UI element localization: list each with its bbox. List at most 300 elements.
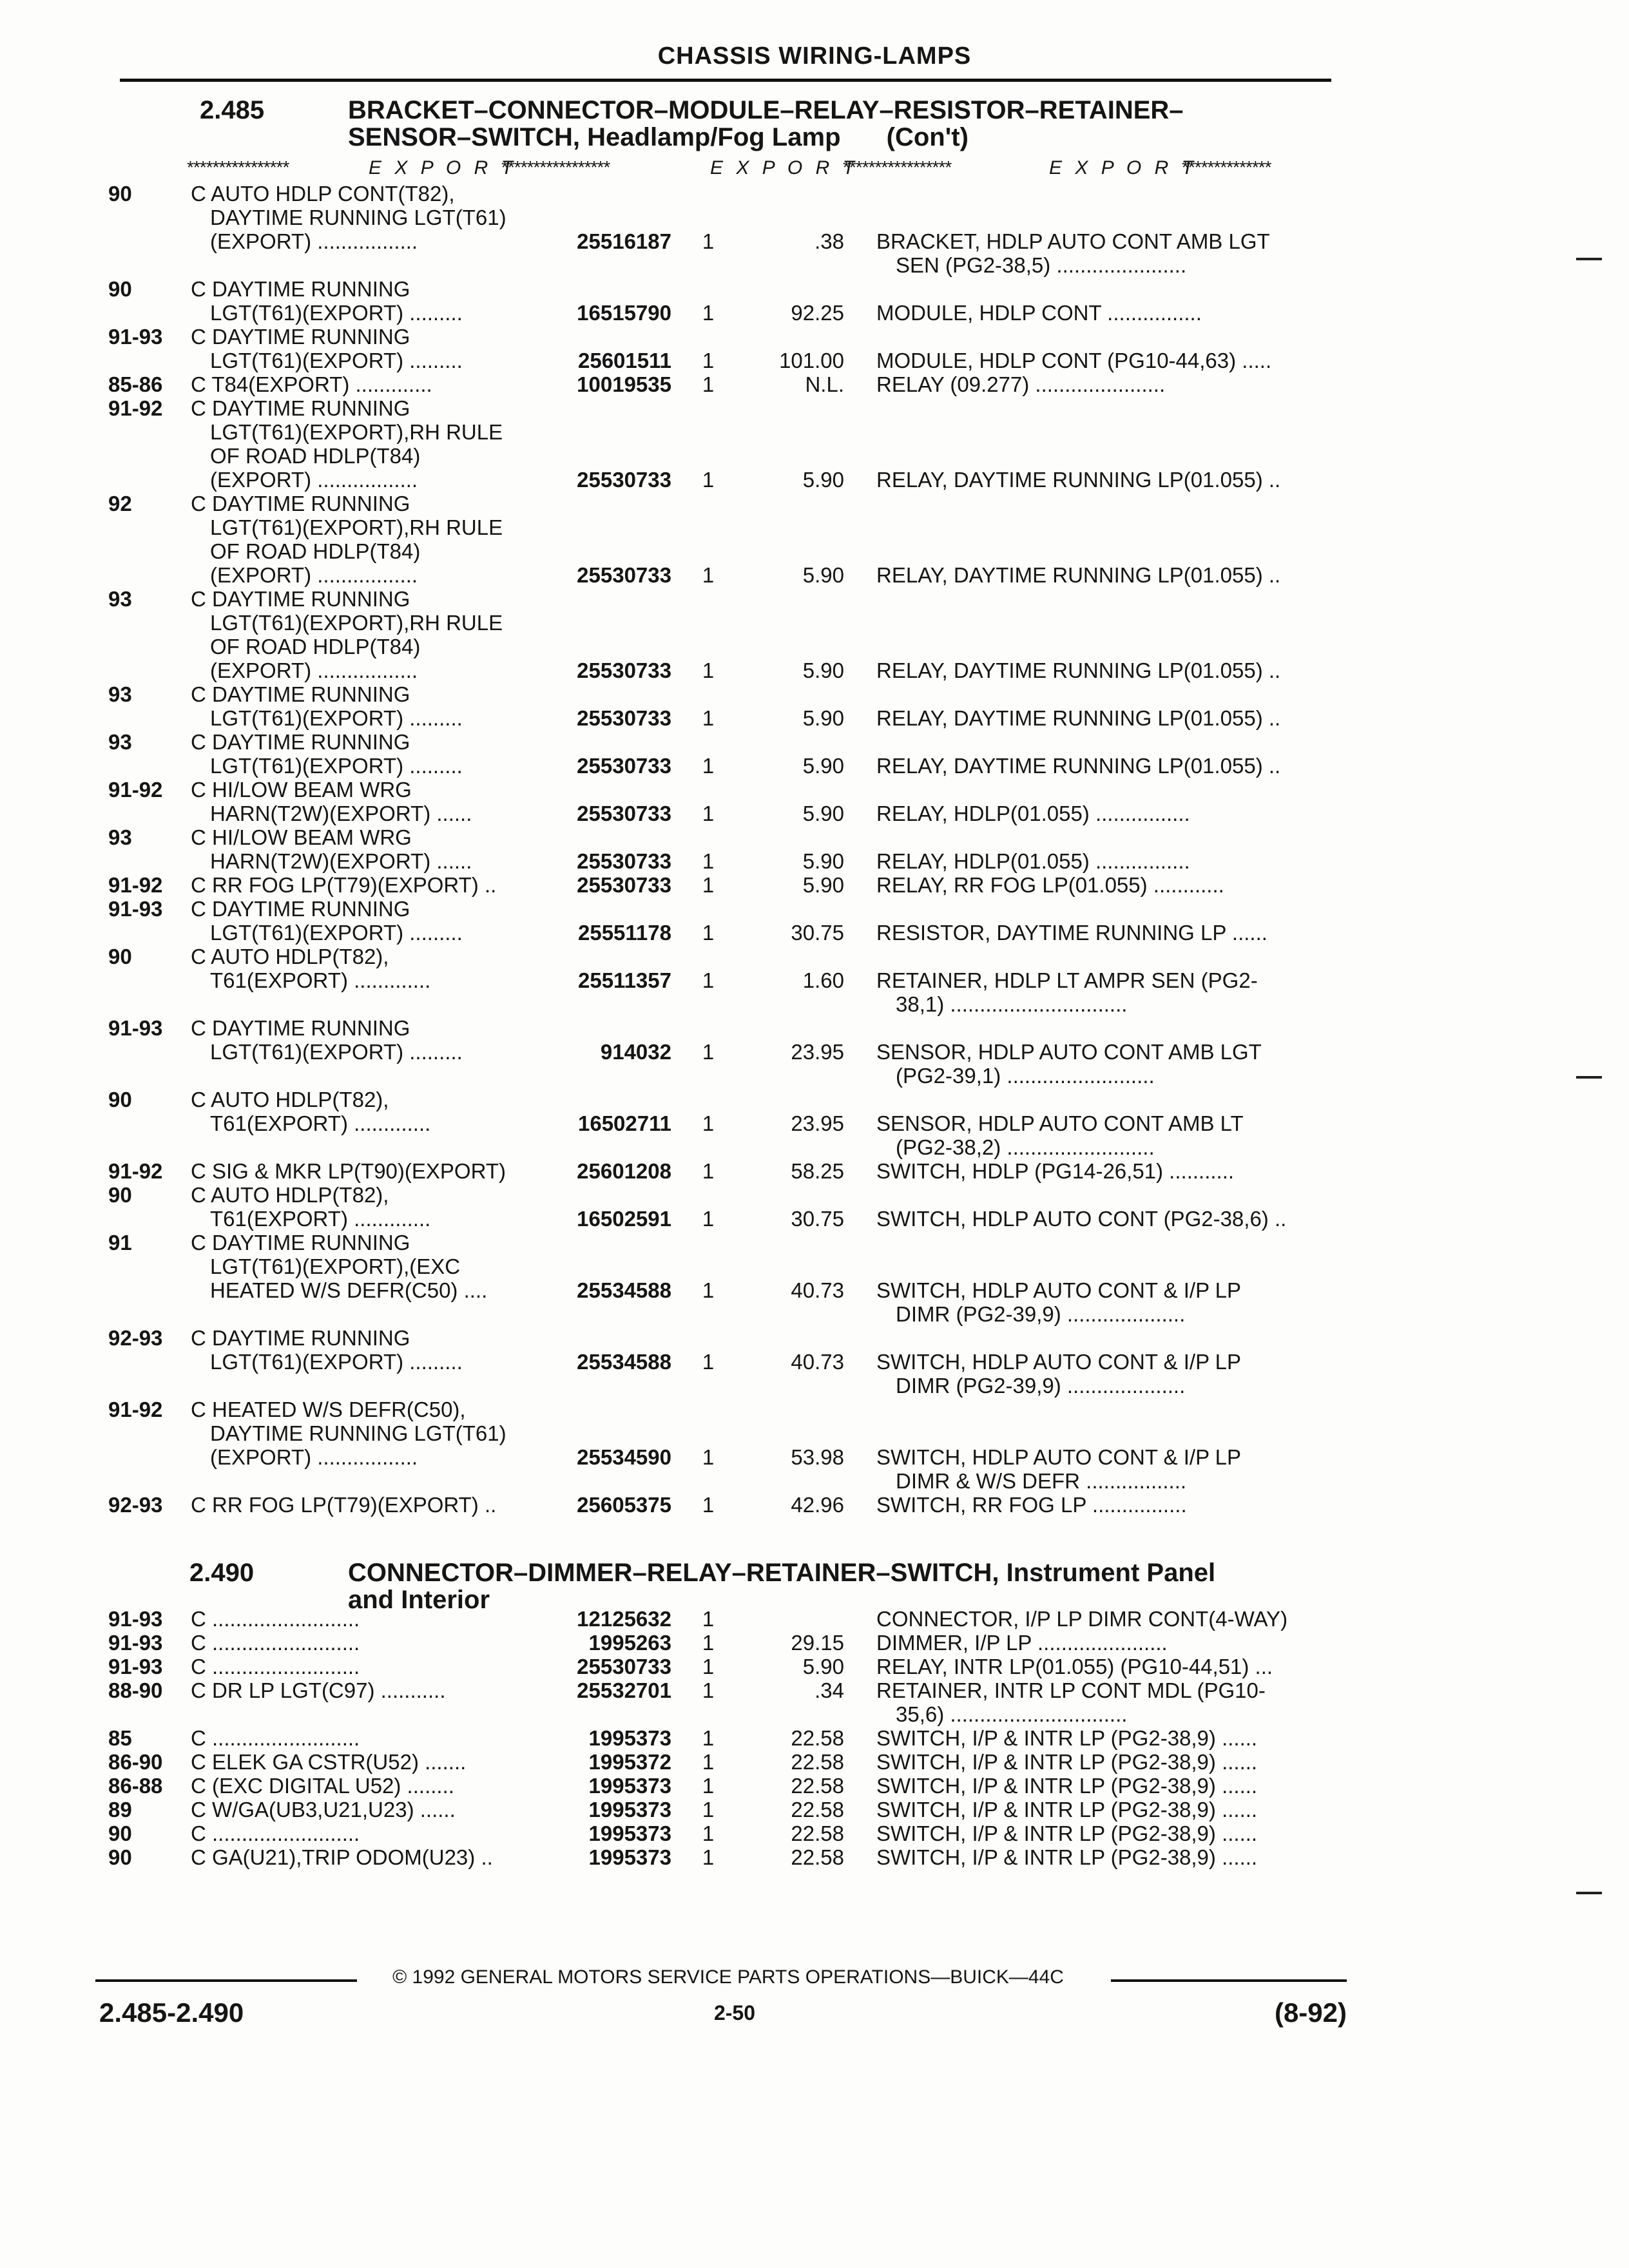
- part-name-line: SWITCH, I/P & INTR LP (PG2-38,9) ......: [876, 1726, 1258, 1750]
- usage-description: [191, 825, 552, 873]
- part-name: [876, 1111, 1340, 1159]
- usage-line: C DAYTIME RUNNING: [191, 492, 410, 515]
- quantity: 1: [702, 301, 715, 325]
- part-name-line: RELAY, HDLP(01.055) ................: [876, 849, 1190, 873]
- part-name: [876, 1750, 1340, 1774]
- part-name: [876, 301, 1340, 325]
- part-name: [876, 468, 1340, 492]
- model-years: 91: [108, 1231, 132, 1254]
- usage-line: OF ROAD HDLP(T84): [210, 444, 421, 468]
- table-row: [0, 325, 1629, 372]
- usage-line: C .........................: [191, 1821, 360, 1845]
- usage-line: C AUTO HDLP CONT(T82),: [191, 182, 455, 206]
- margin-mark: [1576, 1892, 1602, 1894]
- usage-line: C DAYTIME RUNNING: [191, 277, 410, 301]
- part-name: [876, 1207, 1340, 1231]
- part-number: 10019535: [577, 372, 671, 396]
- part-number: 12125632: [577, 1607, 671, 1631]
- section-heading-contd: (Con't): [886, 123, 969, 151]
- usage-description: [191, 1231, 552, 1302]
- part-name-line: MODULE, HDLP CONT ................: [876, 301, 1202, 325]
- quantity: 1: [702, 754, 715, 778]
- quantity: 1: [702, 1845, 715, 1869]
- usage-line: C AUTO HDLP(T82),: [191, 1088, 389, 1111]
- table-row: [0, 1231, 1629, 1326]
- table-row: [0, 682, 1629, 730]
- part-name-line: SEN (PG2-38,5) ......................: [896, 253, 1187, 277]
- section-number: 2.485: [200, 96, 265, 124]
- table-row: [0, 1821, 1629, 1845]
- part-number: 25534590: [577, 1445, 671, 1469]
- part-name: [876, 1774, 1340, 1798]
- footer-rule-right: [1111, 1979, 1347, 1982]
- part-name: [876, 706, 1340, 730]
- part-name-line: BRACKET, HDLP AUTO CONT AMB LGT: [876, 229, 1270, 253]
- usage-line: T61(EXPORT) .............: [210, 1207, 431, 1231]
- quantity: 1: [702, 706, 715, 730]
- usage-line: C T84(EXPORT) .............: [191, 372, 432, 396]
- model-years: 91-93: [108, 1607, 163, 1631]
- table-row: [0, 778, 1629, 825]
- table-row: [0, 897, 1629, 945]
- usage-description: [191, 1750, 552, 1774]
- model-years: 93: [108, 825, 132, 849]
- part-name-line: RELAY, HDLP(01.055) ................: [876, 802, 1190, 825]
- table-row: [0, 1493, 1629, 1517]
- price: 23.95: [791, 1111, 844, 1135]
- table-row: [0, 277, 1629, 325]
- part-name-line: RELAY, DAYTIME RUNNING LP(01.055) ..: [876, 706, 1281, 730]
- model-years: 91-93: [108, 897, 163, 921]
- usage-description: [191, 1159, 552, 1183]
- table-row: [0, 372, 1629, 396]
- part-name: [876, 1040, 1340, 1088]
- usage-line: (EXPORT) .................: [210, 658, 418, 682]
- price: 5.90: [802, 468, 844, 492]
- quantity: 1: [702, 1493, 715, 1517]
- part-number: 25511357: [577, 968, 671, 992]
- quantity: 1: [702, 1798, 715, 1821]
- quantity: 1: [702, 1159, 715, 1183]
- usage-line: T61(EXPORT) .............: [210, 968, 431, 992]
- usage-line: (EXPORT) .................: [210, 229, 418, 253]
- usage-line: (EXPORT) .................: [210, 563, 418, 587]
- usage-description: [191, 1631, 552, 1655]
- part-name-line: SWITCH, HDLP AUTO CONT & I/P LP: [876, 1445, 1242, 1469]
- table-row: [0, 182, 1629, 277]
- part-name: [876, 1798, 1340, 1821]
- table-row: [0, 1159, 1629, 1183]
- usage-description: [191, 1016, 552, 1064]
- table-row: [0, 1726, 1629, 1750]
- model-years: 86-88: [108, 1774, 163, 1798]
- part-name-line: RELAY, INTR LP(01.055) (PG10-44,51) ...: [876, 1655, 1273, 1678]
- part-number: 25530733: [577, 706, 671, 730]
- margin-mark: [1576, 258, 1602, 260]
- part-name: [876, 849, 1340, 873]
- usage-line: C .........................: [191, 1631, 360, 1655]
- model-years: 91-92: [108, 396, 163, 420]
- quantity: 1: [702, 229, 715, 253]
- usage-line: C RR FOG LP(T79)(EXPORT) ..: [191, 1493, 497, 1517]
- usage-description: [191, 372, 552, 396]
- usage-description: [191, 778, 552, 825]
- part-number: 1995373: [588, 1774, 671, 1798]
- part-name-line: RETAINER, HDLP LT AMPR SEN (PG2-: [876, 968, 1258, 992]
- footer-date-code: (8-92): [1274, 1997, 1347, 2028]
- quantity: 1: [702, 1678, 715, 1702]
- part-number: 1995373: [588, 1726, 671, 1750]
- model-years: 91-93: [108, 1631, 163, 1655]
- part-name-line: MODULE, HDLP CONT (PG10-44,63) .....: [876, 349, 1272, 372]
- price: N.L.: [805, 372, 844, 396]
- part-name-line: SENSOR, HDLP AUTO CONT AMB LT: [876, 1111, 1244, 1135]
- price: 22.58: [791, 1845, 844, 1869]
- price: 40.73: [791, 1350, 844, 1374]
- quantity: 1: [702, 1631, 715, 1655]
- part-name: [876, 1445, 1340, 1493]
- part-name-line: RELAY, DAYTIME RUNNING LP(01.055) ..: [876, 563, 1281, 587]
- usage-line: C RR FOG LP(T79)(EXPORT) ..: [191, 873, 497, 897]
- usage-line: C HI/LOW BEAM WRG: [191, 825, 412, 849]
- part-name-line: SENSOR, HDLP AUTO CONT AMB LGT: [876, 1040, 1262, 1064]
- price: .34: [815, 1678, 844, 1702]
- quantity: 1: [702, 1207, 715, 1231]
- quantity: 1: [702, 563, 715, 587]
- model-years: 90: [108, 1183, 132, 1207]
- model-years: 91-92: [108, 1398, 163, 1421]
- part-number: 25534588: [577, 1350, 671, 1374]
- model-years: 89: [108, 1798, 132, 1821]
- part-name: [876, 1678, 1340, 1726]
- footer-rule-left: [95, 1979, 357, 1982]
- model-years: 91-93: [108, 1016, 163, 1040]
- usage-line: LGT(T61)(EXPORT) .........: [210, 754, 463, 778]
- part-number: 25530733: [577, 849, 671, 873]
- usage-line: HARN(T2W)(EXPORT) ......: [210, 849, 472, 873]
- table-row: [0, 1326, 1629, 1398]
- quantity: 1: [702, 349, 715, 372]
- quantity: 1: [702, 372, 715, 396]
- usage-line: LGT(T61)(EXPORT) .........: [210, 921, 463, 945]
- usage-line: LGT(T61)(EXPORT) .........: [210, 1350, 463, 1374]
- price: 5.90: [802, 754, 844, 778]
- part-name-line: SWITCH, I/P & INTR LP (PG2-38,9) ......: [876, 1750, 1258, 1774]
- part-number: 16502711: [577, 1111, 671, 1135]
- part-name-line: 35,6) ..............................: [896, 1702, 1128, 1726]
- price: 92.25: [791, 301, 844, 325]
- usage-line: C .........................: [191, 1726, 360, 1750]
- part-name-line: 38,1) ..............................: [896, 992, 1128, 1016]
- part-name-line: SWITCH, HDLP (PG14-26,51) ...........: [876, 1159, 1235, 1183]
- usage-description: [191, 1326, 552, 1374]
- part-number: 25530733: [577, 802, 671, 825]
- usage-description: [191, 1655, 552, 1678]
- price: 30.75: [791, 921, 844, 945]
- usage-line: HARN(T2W)(EXPORT) ......: [210, 802, 472, 825]
- usage-line: C HEATED W/S DEFR(C50),: [191, 1398, 466, 1421]
- price: 29.15: [791, 1631, 844, 1655]
- usage-line: LGT(T61)(EXPORT),RH RULE: [210, 611, 503, 635]
- part-name-line: DIMR & W/S DEFR .................: [896, 1469, 1187, 1493]
- part-number: 25532701: [577, 1678, 671, 1702]
- page-header: CHASSIS WIRING-LAMPS: [657, 43, 972, 70]
- part-name: [876, 1278, 1340, 1326]
- part-name: [876, 968, 1340, 1016]
- price: 5.90: [802, 1655, 844, 1678]
- usage-description: [191, 1398, 552, 1469]
- part-name: [876, 563, 1340, 587]
- part-name-line: RELAY, DAYTIME RUNNING LP(01.055) ..: [876, 658, 1281, 682]
- usage-description: [191, 897, 552, 945]
- part-name: [876, 921, 1340, 945]
- usage-line: LGT(T61)(EXPORT) .........: [210, 1040, 463, 1064]
- usage-line: (EXPORT) .................: [210, 468, 418, 492]
- usage-line: T61(EXPORT) .............: [210, 1111, 431, 1135]
- export-stars: ****************: [187, 157, 289, 177]
- table-row: [0, 1183, 1629, 1231]
- price: 101.00: [779, 349, 844, 372]
- table-row: [0, 1678, 1629, 1726]
- usage-description: [191, 1183, 552, 1231]
- part-name-line: DIMR (PG2-39,9) ....................: [896, 1302, 1186, 1326]
- quantity: 1: [702, 1750, 715, 1774]
- quantity: 1: [702, 1445, 715, 1469]
- usage-line: (EXPORT) .................: [210, 1445, 418, 1469]
- usage-line: LGT(T61)(EXPORT) .........: [210, 301, 463, 325]
- margin-mark: [1576, 1076, 1602, 1079]
- part-number: 16502591: [577, 1207, 671, 1231]
- table-row: [0, 1016, 1629, 1088]
- price: 23.95: [791, 1040, 844, 1064]
- usage-description: [191, 1493, 552, 1517]
- model-years: 91-92: [108, 873, 163, 897]
- section-heading-line1: BRACKET–CONNECTOR–MODULE–RELAY–RESISTOR–RETAINER–: [348, 96, 1184, 124]
- part-number: 25530733: [577, 754, 671, 778]
- table-row: [0, 492, 1629, 587]
- usage-description: [191, 730, 552, 778]
- usage-description: [191, 277, 552, 325]
- table-row: [0, 730, 1629, 778]
- part-name-line: SWITCH, I/P & INTR LP (PG2-38,9) ......: [876, 1845, 1258, 1869]
- part-name-line: SWITCH, I/P & INTR LP (PG2-38,9) ......: [876, 1798, 1258, 1821]
- part-name-line: CONNECTOR, I/P LP DIMR CONT(4-WAY): [876, 1607, 1288, 1631]
- part-name: [876, 873, 1340, 897]
- part-number: 25530733: [577, 468, 671, 492]
- part-name-line: RELAY, DAYTIME RUNNING LP(01.055) ..: [876, 468, 1281, 492]
- footer-copyright: © 1992 GENERAL MOTORS SERVICE PARTS OPERATIONS—BUICK—44C: [392, 1966, 1064, 1988]
- table-row: [0, 1774, 1629, 1798]
- usage-line: LGT(T61)(EXPORT) .........: [210, 706, 463, 730]
- usage-line: LGT(T61)(EXPORT),RH RULE: [210, 420, 503, 444]
- usage-description: [191, 945, 552, 992]
- usage-description: [191, 1678, 552, 1702]
- usage-line: C DAYTIME RUNNING: [191, 897, 410, 921]
- model-years: 90: [108, 1845, 132, 1869]
- part-name: [876, 349, 1340, 372]
- part-number: 1995373: [588, 1821, 671, 1845]
- usage-line: LGT(T61)(EXPORT),(EXC: [210, 1254, 461, 1278]
- quantity: 1: [702, 468, 715, 492]
- usage-line: LGT(T61)(EXPORT) .........: [210, 349, 463, 372]
- table-row: [0, 1655, 1629, 1678]
- usage-line: C W/GA(UB3,U21,U23) ......: [191, 1798, 456, 1821]
- model-years: 90: [108, 182, 132, 206]
- export-stars: *****************: [843, 157, 952, 177]
- price: 42.96: [791, 1493, 844, 1517]
- usage-line: DAYTIME RUNNING LGT(T61): [210, 206, 506, 229]
- part-number: 1995263: [588, 1631, 671, 1655]
- usage-line: C DAYTIME RUNNING: [191, 1326, 410, 1350]
- price: 5.90: [802, 706, 844, 730]
- quantity: 1: [702, 1655, 715, 1678]
- table-row: [0, 1398, 1629, 1493]
- model-years: 92-93: [108, 1493, 163, 1517]
- quantity: 1: [702, 1350, 715, 1374]
- model-years: 93: [108, 682, 132, 706]
- part-name-line: SWITCH, HDLP AUTO CONT & I/P LP: [876, 1278, 1242, 1302]
- part-name-line: SWITCH, I/P & INTR LP (PG2-38,9) ......: [876, 1774, 1258, 1798]
- table-row: [0, 1088, 1629, 1159]
- price: 30.75: [791, 1207, 844, 1231]
- quantity: 1: [702, 1726, 715, 1750]
- part-name: [876, 1726, 1340, 1750]
- part-name: [876, 1493, 1340, 1517]
- part-name: [876, 229, 1340, 277]
- price: 22.58: [791, 1798, 844, 1821]
- usage-description: [191, 1821, 552, 1845]
- model-years: 90: [108, 277, 132, 301]
- price: .38: [815, 229, 844, 253]
- part-name: [876, 1821, 1340, 1845]
- table-row: [0, 587, 1629, 682]
- usage-description: [191, 492, 552, 587]
- part-name-line: RETAINER, INTR LP CONT MDL (PG10-: [876, 1678, 1266, 1702]
- footer-page-number: 2-50: [713, 2001, 756, 2024]
- part-number: 25530733: [577, 1655, 671, 1678]
- quantity: 1: [702, 1821, 715, 1845]
- part-name: [876, 1350, 1340, 1398]
- part-name-line: RELAY (09.277) ......................: [876, 372, 1166, 396]
- model-years: 91-92: [108, 778, 163, 802]
- usage-line: C DAYTIME RUNNING: [191, 587, 410, 611]
- section-number: 2.490: [189, 1559, 255, 1587]
- usage-description: [191, 1726, 552, 1750]
- usage-description: [191, 1774, 552, 1798]
- model-years: 90: [108, 1821, 132, 1845]
- usage-line: OF ROAD HDLP(T84): [210, 635, 421, 658]
- model-years: 93: [108, 730, 132, 754]
- model-years: 90: [108, 1088, 132, 1111]
- usage-line: C (EXC DIGITAL U52) ........: [191, 1774, 454, 1798]
- model-years: 93: [108, 587, 132, 611]
- price: 40.73: [791, 1278, 844, 1302]
- model-years: 85-86: [108, 372, 163, 396]
- quantity: 1: [702, 1774, 715, 1798]
- section-heading-line2a: SENSOR–SWITCH, Headlamp/Fog Lamp: [348, 123, 841, 151]
- quantity: 1: [702, 849, 715, 873]
- quantity: 1: [702, 921, 715, 945]
- section-heading: [348, 1559, 1353, 1613]
- usage-line: C GA(U21),TRIP ODOM(U23) ..: [191, 1845, 493, 1869]
- table-row: [0, 1845, 1629, 1869]
- usage-line: C DAYTIME RUNNING: [191, 682, 410, 706]
- model-years: 90: [108, 945, 132, 968]
- export-word: E X P O R T: [1049, 157, 1197, 178]
- part-number: 25601511: [577, 349, 671, 372]
- usage-description: [191, 587, 552, 682]
- price: 5.90: [802, 849, 844, 873]
- model-years: 92-93: [108, 1326, 163, 1350]
- section-heading-line1: CONNECTOR–DIMMER–RELAY–RETAINER–SWITCH, Instrument Panel: [348, 1559, 1216, 1587]
- part-name: [876, 754, 1340, 778]
- price: 22.58: [791, 1821, 844, 1845]
- model-years: 91-93: [108, 325, 163, 349]
- usage-line: C DAYTIME RUNNING: [191, 1231, 410, 1254]
- part-number: 25551178: [577, 921, 671, 945]
- usage-description: [191, 396, 552, 492]
- part-name: [876, 658, 1340, 682]
- usage-line: LGT(T61)(EXPORT),RH RULE: [210, 515, 503, 539]
- price: 5.90: [802, 658, 844, 682]
- part-name-line: SWITCH, RR FOG LP ................: [876, 1493, 1187, 1517]
- table-row: [0, 396, 1629, 492]
- part-name: [876, 802, 1340, 825]
- part-name-line: SWITCH, HDLP AUTO CONT (PG2-38,6) ..: [876, 1207, 1287, 1231]
- table-row: [0, 873, 1629, 897]
- usage-description: [191, 682, 552, 730]
- part-name: [876, 1655, 1340, 1678]
- price: 22.58: [791, 1750, 844, 1774]
- usage-line: C DAYTIME RUNNING: [191, 730, 410, 754]
- usage-description: [191, 182, 552, 253]
- footer-section-range: 2.485-2.490: [99, 1997, 244, 2028]
- part-name: [876, 372, 1340, 396]
- export-word: E X P O R T: [710, 157, 858, 178]
- quantity: 1: [702, 968, 715, 992]
- price: 53.98: [791, 1445, 844, 1469]
- model-years: 92: [108, 492, 132, 515]
- table-row: [0, 825, 1629, 873]
- model-years: 86-90: [108, 1750, 163, 1774]
- price: 58.25: [791, 1159, 844, 1183]
- usage-description: [191, 325, 552, 372]
- section-heading-line2: and Interior: [348, 1586, 490, 1614]
- part-name-line: RESISTOR, DAYTIME RUNNING LP ......: [876, 921, 1268, 945]
- usage-description: [191, 1845, 552, 1869]
- part-number: 25516187: [577, 229, 671, 253]
- part-number: 25601208: [577, 1159, 671, 1183]
- usage-line: C ELEK GA CSTR(U52) .......: [191, 1750, 467, 1774]
- quantity: 1: [702, 1111, 715, 1135]
- quantity: 1: [702, 802, 715, 825]
- price: 1.60: [802, 968, 844, 992]
- price: 22.58: [791, 1726, 844, 1750]
- model-years: 88-90: [108, 1678, 163, 1702]
- part-number: 1995373: [588, 1798, 671, 1821]
- part-name-line: SWITCH, HDLP AUTO CONT & I/P LP: [876, 1350, 1242, 1374]
- usage-description: [191, 1088, 552, 1135]
- usage-description: [191, 1798, 552, 1821]
- part-name: [876, 1159, 1340, 1183]
- usage-line: C SIG & MKR LP(T90)(EXPORT): [191, 1159, 506, 1183]
- part-name: [876, 1631, 1340, 1655]
- part-number: 25530733: [577, 658, 671, 682]
- export-stars: *****************: [501, 157, 610, 177]
- part-number: 25530733: [577, 563, 671, 587]
- part-name-line: (PG2-38,2) .........................: [896, 1135, 1155, 1159]
- part-name: [876, 1845, 1340, 1869]
